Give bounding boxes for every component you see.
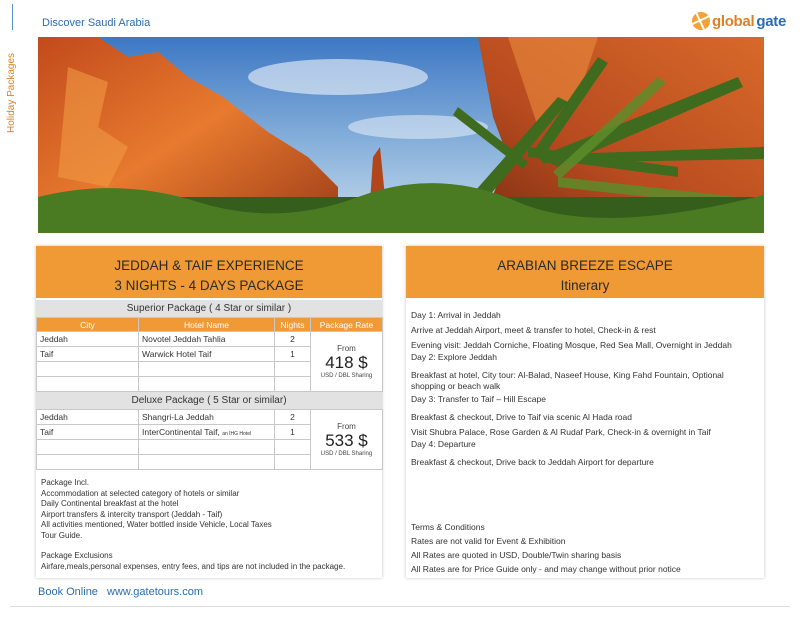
col-hotel: Hotel Name: [139, 318, 275, 332]
footer: [38, 586, 209, 598]
superior-rate: From 418 $ USD / DBL Sharing: [311, 332, 383, 392]
footer-divider: [10, 606, 790, 607]
table-row: Taif InterContinental Taif, an IHG Hotel 1: [37, 425, 383, 440]
top-bar: [0, 0, 800, 36]
book-online-label: Book Online: [38, 586, 98, 598]
package-panel: [36, 246, 382, 578]
globe-icon: [692, 12, 710, 30]
deluxe-rate: From 533 $ USD / DBL Sharing: [311, 410, 383, 470]
table-row: Jeddah Shangri-La Jeddah 2 From 533 $ USD / DBL Sharing: [37, 410, 383, 425]
col-city: City: [37, 318, 139, 332]
website-link[interactable]: www.gatetours.com: [107, 586, 203, 598]
header-divider: [12, 4, 13, 30]
col-rate: Package Rate: [311, 318, 383, 332]
itinerary-subtitle: Itinerary: [560, 278, 610, 293]
itinerary-list: Day 1: Arrival in Jeddah Arrive at Jeddah Airport, meet & transfer to hotel, Check-in & rest Evening visit: Jeddah Corniche, Floating Mosque, Red Sea Mall, Overnight in Jeddah Day 2: Explore Jeddah Breakfast at hotel, City tour: Al-Balad, Naseef House, King Fahd Fountain, Optional shopping or beach walk Day 3: Transfer to Taif – Hill Escape Breakfast & checkout, Drive to Taif via scenic Al Hada road Visit Shubra Palace, Rose Garden & Al Rudaf Park, Check-in & overnight in Taif Day 4: Departure Breakfast & checkout, Drive back to Jeddah Airport for departure: [406, 298, 764, 468]
col-nights: Nights: [275, 318, 311, 332]
deluxe-package-label: Deluxe Package ( 5 Star or similar): [36, 392, 382, 409]
table-row: Jeddah Novotel Jeddah Tahlia 2 From 418 $ USD / DBL Sharing: [37, 332, 383, 347]
day-2-title: Day 2: Explore Jeddah: [411, 352, 497, 362]
itinerary-panel: [406, 246, 764, 578]
logo-text-gate: gate: [756, 12, 786, 30]
day-4-title: Day 4: Departure: [411, 439, 476, 449]
superior-package-label: Superior Package ( 4 Star or similar ): [36, 300, 382, 317]
logo-text-global: global: [711, 12, 755, 30]
table-row: Taif Warwick Hotel Taif 1: [37, 347, 383, 362]
package-duration: 3 NIGHTS - 4 DAYS PACKAGE: [114, 278, 304, 293]
exclusions-text: Airfare,meals,personal expenses, entry fees, and tips are not included in the package.: [41, 561, 346, 571]
exclusions-title: Package Exclusions: [41, 551, 113, 560]
itinerary-title: ARABIAN BREEZE ESCAPE: [497, 258, 673, 273]
site-title: Discover Saudi Arabia: [42, 17, 151, 29]
deluxe-rate-table: [36, 409, 383, 470]
superior-rate-table: [36, 317, 383, 392]
deluxe-price: 533 $: [325, 431, 368, 450]
superior-price: 418 $: [325, 353, 368, 372]
day-1-title: Day 1: Arrival in Jeddah: [411, 310, 501, 320]
globalgate-logo[interactable]: [692, 12, 786, 30]
package-inclusions: Package Incl. Accommodation at selected category of hotels or similar Daily Continental breakfast at the hotel Airport transfers & intercity transport (Jeddah - Taif) All activities mentioned, Water bottled inside Vehicle, Local Taxes Tour Guide. Package Exclusions Airfare,meals,personal expenses, entry fees, and tips are not included in the package.: [36, 470, 382, 572]
day-3-title: Day 3: Transfer to Taif – Hill Escape: [411, 394, 546, 404]
package-title: JEDDAH & TAIF EXPERIENCE: [114, 258, 304, 273]
terms-and-conditions: Terms & Conditions Rates are not valid for Event & Exhibition All Rates are quoted in USD, Double/Twin sharing basis All Rates are for Price Guide only - and may change without prior notice: [411, 522, 681, 574]
hero-image-canyon-palms: [38, 37, 764, 233]
itinerary-header: [406, 246, 764, 298]
package-header: [36, 246, 382, 298]
